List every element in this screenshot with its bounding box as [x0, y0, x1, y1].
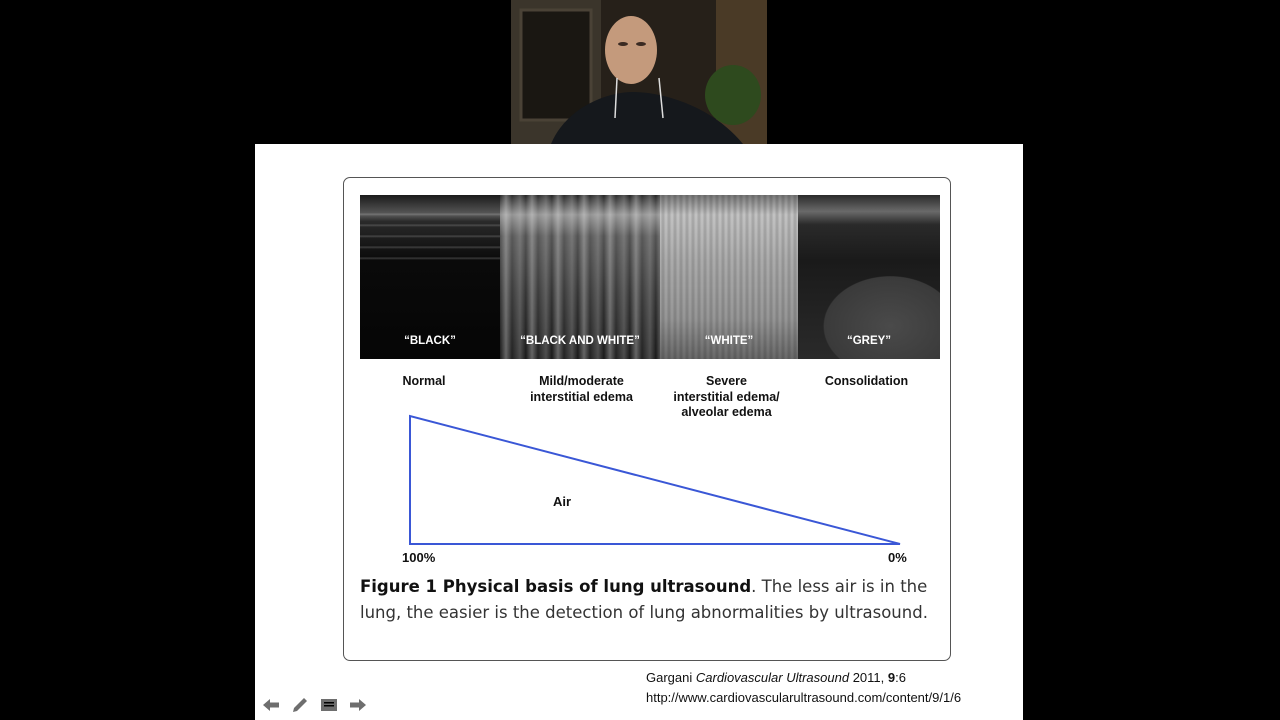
slide-navigation — [260, 694, 368, 715]
category-line: interstitial edema — [530, 389, 633, 404]
citation-year: 2011, — [852, 670, 885, 685]
figure-box — [343, 177, 951, 661]
panel-label: “BLACK” — [404, 335, 456, 347]
percent-left: 100% — [402, 550, 436, 565]
percent-right: 0% — [888, 550, 907, 565]
category-line: Normal — [402, 374, 446, 388]
presenter-webcam — [511, 0, 767, 144]
notes-icon[interactable] — [318, 694, 339, 715]
category-line: Consolidation — [824, 374, 909, 388]
caption-title: Figure 1 Physical basis of lung ultrasound — [360, 577, 752, 596]
panel-label: “BLACK AND WHITE” — [520, 335, 640, 347]
category-line: alveolar edema — [681, 405, 772, 419]
presenter-video-frame — [511, 0, 767, 144]
category-line: Mild/moderate — [539, 374, 624, 388]
citation-journal: Cardiovascular Ultrasound — [695, 670, 850, 685]
previous-arrow-icon[interactable] — [260, 694, 281, 715]
figure-caption — [360, 574, 942, 626]
caption-text: . The less air is in the lung, the easier is the detection of lung abnormalities by ultrasound. — [360, 577, 928, 622]
citation — [646, 668, 961, 708]
pen-icon[interactable] — [289, 694, 310, 715]
category-line: interstitial edema/ — [673, 389, 780, 404]
citation-author: Gargani — [646, 670, 693, 685]
citation-volume: 9 — [887, 670, 896, 685]
citation-url: http://www.cardiovascularultrasound.com/content/9/1/6 — [646, 690, 962, 705]
citation-issue: :6 — [895, 670, 906, 685]
panel-label: “WHITE” — [704, 335, 754, 347]
category-line: Severe — [705, 374, 747, 388]
triangle-shape — [410, 416, 900, 544]
citation-line — [646, 668, 961, 688]
slide — [255, 144, 1023, 720]
air-label: Air — [553, 494, 572, 509]
panel-label: “GREY” — [846, 335, 892, 347]
next-arrow-icon[interactable] — [347, 694, 368, 715]
